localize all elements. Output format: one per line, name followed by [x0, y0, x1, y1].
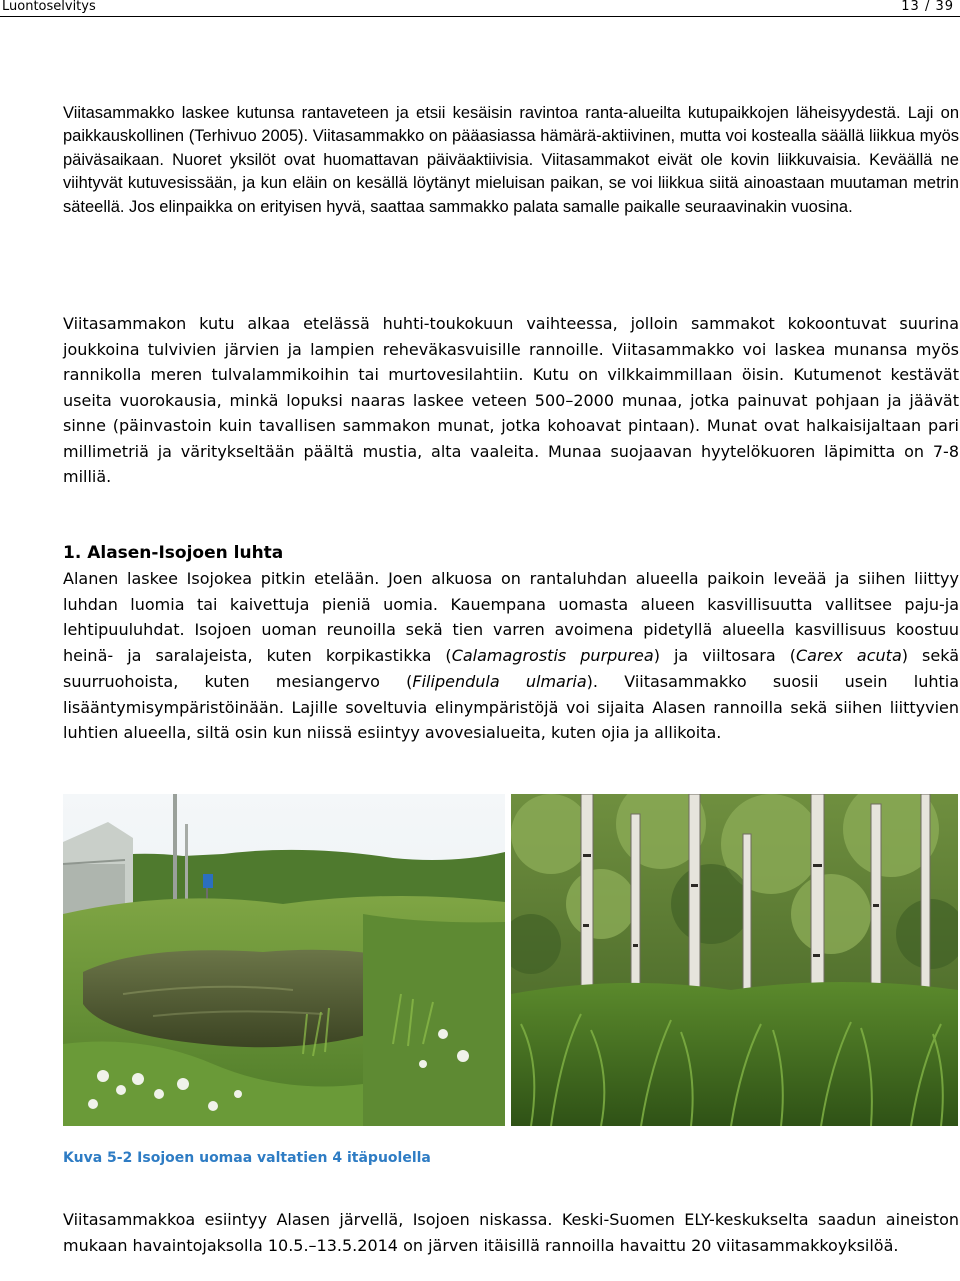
figure-caption: Kuva 5-2 Isojoen uomaa valtatien 4 itäpuolella [63, 1150, 431, 1166]
photo-birch-swamp [511, 794, 958, 1126]
section-heading: 1. Alasen-Isojoen luhta [63, 543, 284, 563]
page-number: 13 / 39 [901, 0, 954, 14]
species-name: Filipendula ulmaria [412, 671, 587, 691]
text-run: ). Viitasammakko suosii usein luhtia lisääntymisympäristöinään. Lajille soveltuvia elinympäristöjä voi sijaita Alasen rannoilla sekä siihen liittyvien luhtien alueella, siltä osin kun niissä esiintyy avovesialueita, kuten ojia ja allikoita. [63, 671, 959, 743]
photo-river-channel-illustration [63, 794, 505, 1126]
paragraph-habitat: Viitasammakko laskee kutunsa rantaveteen ja etsii kesäisin ravintoa ranta-alueilta kutupaikkojen läheisyydestä. Laji on paikkauskollinen (Terhivuo 2005). Viitasammakko on pääasiassa hämärä-aktiivinen, mutta voi kostealla säällä liikkua myös päiväsaikaan. Nuoret yksilöt ovat huomattavan päiväaktiivisia. Viitasammakot eivät ole kovin liikkuvaisia. Keväällä ne viihtyvät kutuvesissään, ja kun eläin on kesällä löytänyt mieluisan paikan, se voi liikkua siitä ainoastaan muutaman metrin säteellä. Jos elinpaikka on erityisen hyvä, saattaa sammakko palata samalle paikalle seuraavinakin vuosina. [63, 104, 959, 216]
text-run: ) sekä suurruohoista, kuten mesiangervo ( [63, 646, 960, 691]
species-name: Carex acuta [796, 646, 902, 666]
paragraph-spawning: Viitasammakon kutu alkaa etelässä huhti-toukokuun vaihteessa, jolloin sammakot kokoontuvat suurina joukkoina tulvivien järvien ja lampien reheväkasvuisille rannoille. Viitasammakko voi laskea munansa myös rannikolla meren tulvalammikoihin tai murtovesilahtiin. Kutu on vilkkaimmillaan öisin. Kutumenot kestävät useita vuorokausia, minkä lopuksi naaras laskee veteen 500–2000 munaa, jotka painuvat pohjaan ja jäävät sinne (päinvastoin kuin tavallisen sammakon munat, jotka kohoavat pintaan). Munat ovat halkaisijaltaan pari millimetriä ja väritykseltään päältä mustia, alta vaaleita. Munaa suojaavan hyytelökuoren läpimitta on 7-8 milliä. [63, 314, 959, 486]
page-header [0, 0, 960, 17]
text-run: ) ja viiltosara ( [653, 646, 796, 666]
paragraph-observations: Viitasammakkoa esiintyy Alasen järvellä, Isojoen niskassa. Keski-Suomen ELY-keskukselta saadun aineiston mukaan havaintojaksolla 10.5.–13.5.2014 on järven itäisillä rannoilla havaittu 20 viitasammakkoyksilöä. [63, 1210, 959, 1255]
photo-river-channel [63, 794, 505, 1126]
species-name: Calamagrostis purpurea [451, 646, 654, 666]
photo-birch-swamp-illustration [511, 794, 958, 1126]
paragraph-site-description [63, 566, 959, 746]
text-run: Alanen laskee Isojokea pitkin etelään. Joen alkuosa on rantaluhdan alueella paikoin leveää ja siihen liittyy luhdan luomia tai kaivettuja pieniä uomia. Kauempana uomasta alueen kasvillisuutta vallitsee paju-ja lehtipuuluhdat. Isojoen uoman reunoilla sekä tien varren avoimena pidetyllä alueella kasvillisuus koostuu heinä- ja saralajeista, kuten korpikastikka ( [63, 569, 959, 666]
document-title: Luontoselvitys [2, 0, 96, 14]
